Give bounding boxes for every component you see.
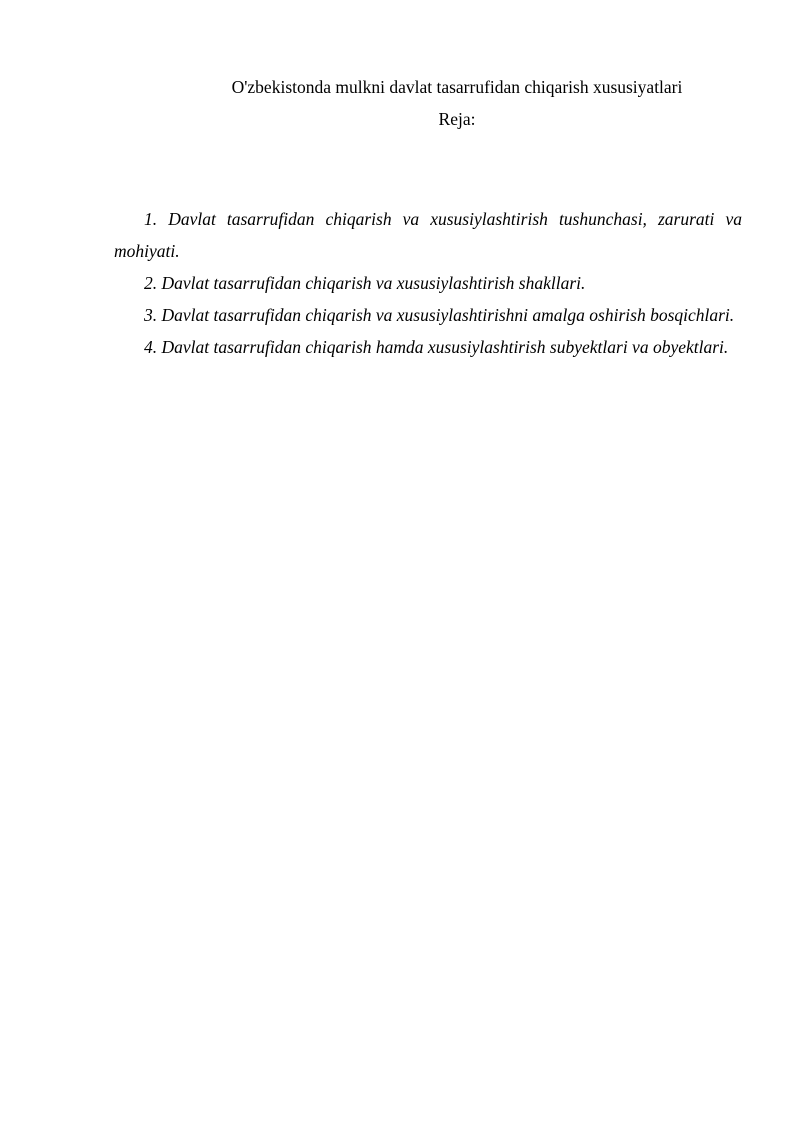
- plan-item-2: 2. Davlat tasarrufidan chiqarish va xususiylashtirish shakllari.: [144, 273, 586, 293]
- plan-heading: Reja:: [438, 109, 476, 129]
- plan-list: [114, 203, 742, 363]
- plan-item-1: 1. Davlat tasarrufidan chiqarish va xususiylashtirish tushunchasi, zarurati va mohiyati.: [114, 209, 742, 261]
- plan-item-4: 4. Davlat tasarrufidan chiqarish hamda xususiylashtirish subyektlari va obyektlari.: [144, 337, 729, 357]
- plan-item-3: 3. Davlat tasarrufidan chiqarish va xususiylashtirishni amalga oshirish bosqichlari.: [144, 305, 735, 325]
- document-title: O'zbekistonda mulkni davlat tasarrufidan chiqarish xususiyatlari: [231, 77, 683, 97]
